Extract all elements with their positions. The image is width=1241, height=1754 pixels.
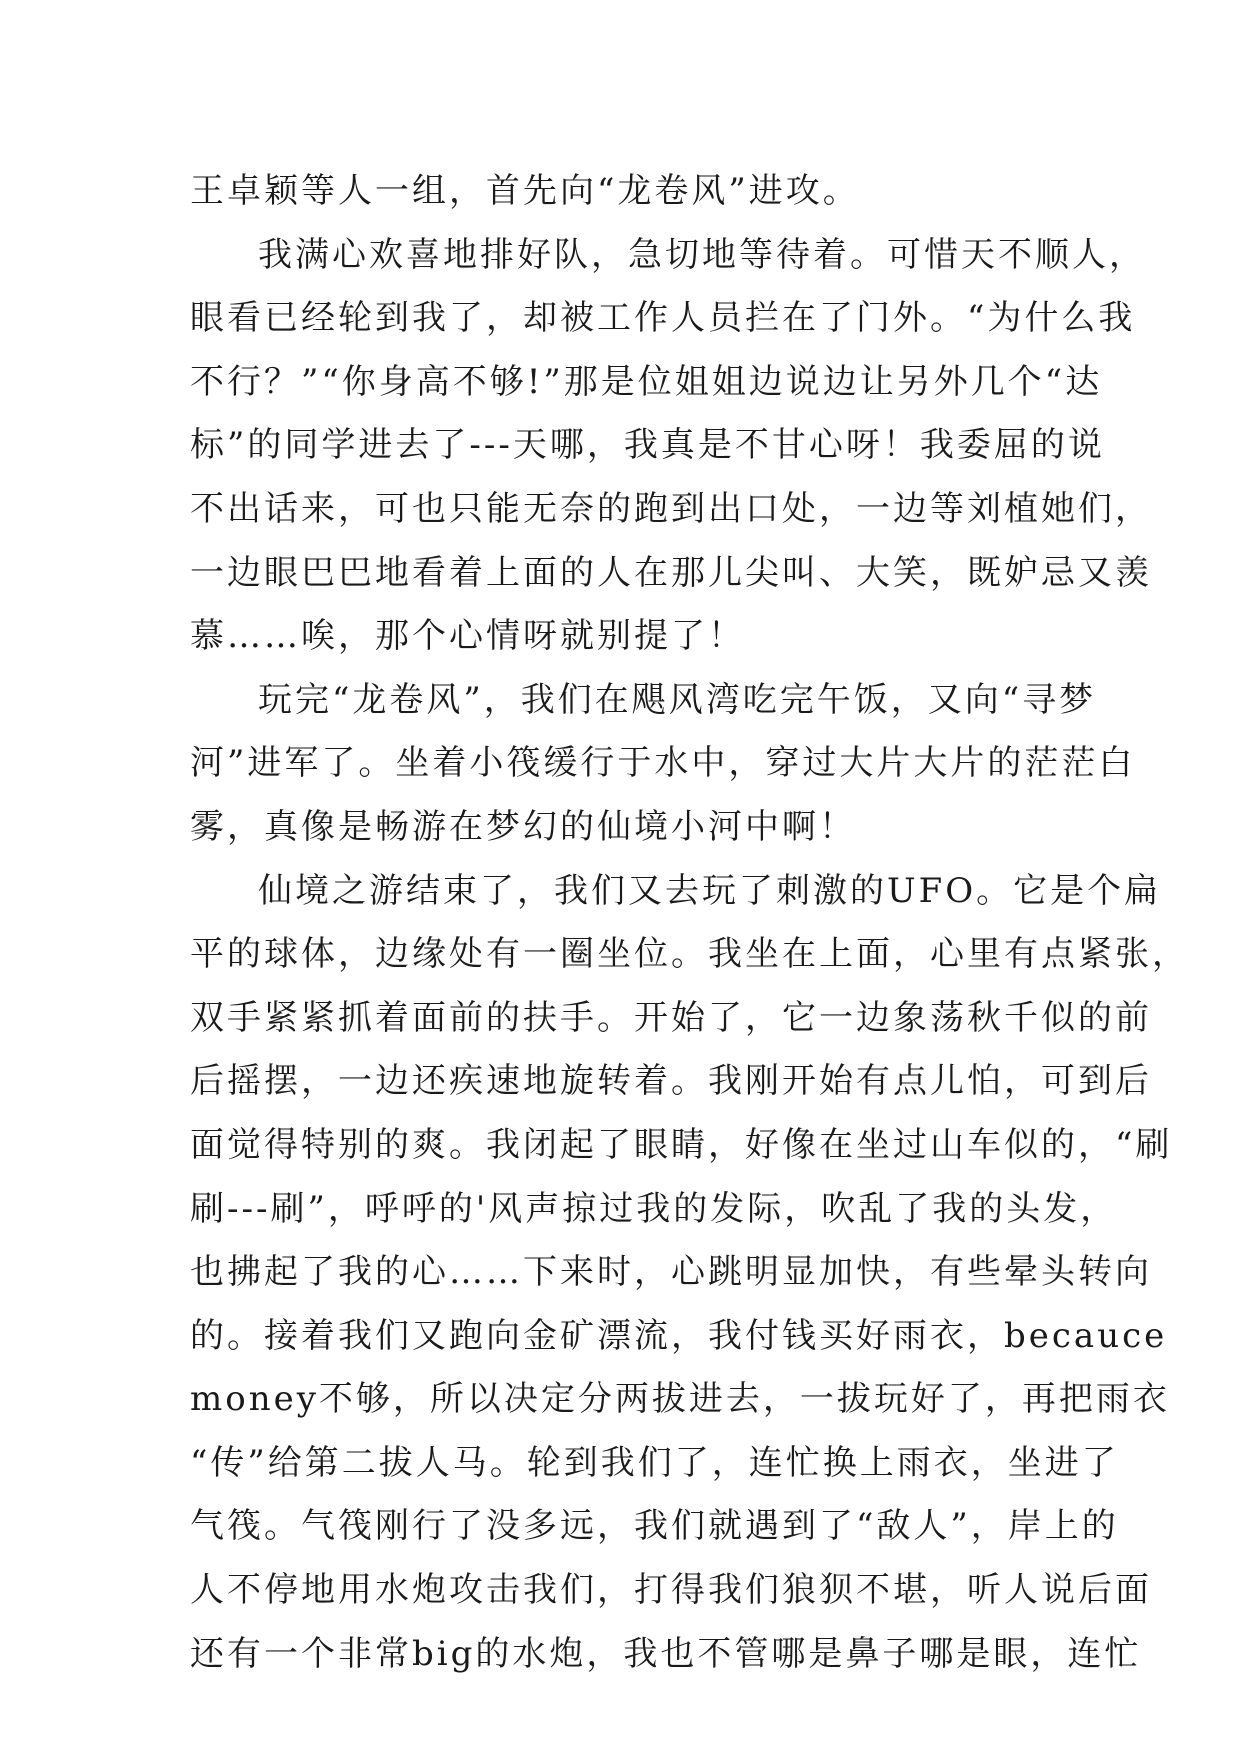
text-line: money不够，所以决定分两拔进去，一拔玩好了，再把雨衣 <box>190 1379 1170 1420</box>
text-line: 后摇摆，一边还疾速地旋转着。我刚开始有点儿怕，可到后 <box>190 1061 1152 1102</box>
text-line: 刷---刷”，呼呼的'风声掠过我的发际，吹乱了我的头发， <box>190 1188 1118 1229</box>
text-line: 河”进军了。坐着小筏缓行于水中，穿过大片大片的茫茫白 <box>190 743 1136 784</box>
text-line: 气筏。气筏刚行了没多远，我们就遇到了“敌人”，岸上的 <box>190 1506 1119 1547</box>
text-line: 的。接着我们又跑向金矿漂流，我付钱买好雨衣，becauce <box>190 1315 1168 1356</box>
body-text <box>190 160 1189 1686</box>
text-line: 标”的同学进去了---天哪，我真是不甘心呀！我委屈的说 <box>190 425 1105 466</box>
text-line: 眼看已经轮到我了，却被工作人员拦在了门外。“为什么我 <box>190 298 1136 339</box>
text-line: 还有一个非常big的水炮，我也不管哪是鼻子哪是眼，连忙 <box>190 1633 1142 1674</box>
text-line: 平的球体，边缘处有一圈坐位。我坐在上面，心里有点紧张， <box>190 934 1189 975</box>
text-line: 不出话来，可也只能无奈的跑到出口处，一边等刘植她们， <box>190 488 1152 529</box>
paragraph-start-line: 仙境之游结束了，我们又去玩了刺激的UFO。它是个扁 <box>258 870 1162 911</box>
text-line: 王卓颖等人一组，首先向“龙卷风”进攻。 <box>190 171 860 211</box>
text-line: 雾，真像是畅游在梦幻的仙境小河中啊！ <box>190 806 856 847</box>
paragraph-start-line: 玩完“龙卷风”，我们在飓风湾吃完午饭，又向“寻梦 <box>258 679 1097 720</box>
text-line: 面觉得特别的爽。我闭起了眼睛，好像在坐过山车似的，“刷 <box>190 1124 1173 1165</box>
text-line: 慕……唉，那个心情呀就别提了！ <box>190 616 745 657</box>
paragraph-start-line: 我满心欢喜地排好队，急切地等待着。可惜天不顺人， <box>258 234 1146 275</box>
text-line: 一边眼巴巴地看着上面的人在那儿尖叫、大笑，既妒忌又羡 <box>190 552 1152 593</box>
text-line: 双手紧紧抓着面前的扶手。开始了，它一边象荡秋千似的前 <box>190 997 1152 1038</box>
text-line: 也拂起了我的心……下来时，心跳明显加快，有些晕头转向 <box>190 1252 1152 1293</box>
text-line: 人不停地用水炮攻击我们，打得我们狼狈不堪，听人说后面 <box>190 1570 1152 1611</box>
text-line: 不行？”“你身高不够!”那是位姐姐边说边让另外几个“达 <box>190 361 1103 402</box>
text-line: “传”给第二拔人马。轮到我们了，连忙换上雨衣，坐进了 <box>190 1442 1119 1483</box>
